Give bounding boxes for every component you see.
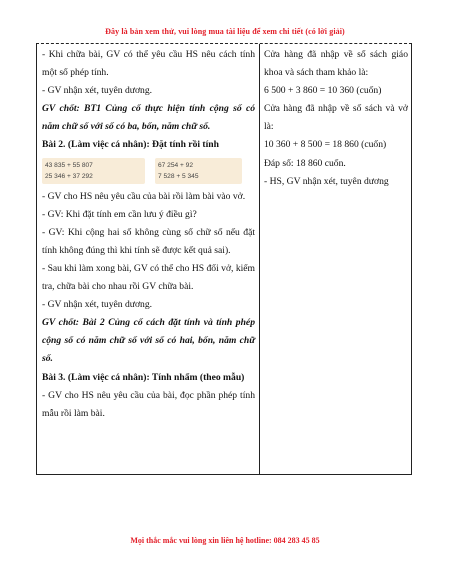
left-paragraph: - GV cho HS nêu yêu cầu của bài rồi làm bài vào vở. bbox=[42, 190, 246, 202]
left-paragraph: - Khi chữa bài, GV có thể yêu cầu HS nêu cách tính một số phép tính. bbox=[42, 49, 255, 79]
left-paragraph: - GV: Khi đặt tính em cần lưu ý điều gì? bbox=[42, 208, 197, 220]
column-divider bbox=[259, 44, 260, 474]
calc-item: 25 346 + 37 292 bbox=[45, 172, 93, 180]
hotline-footer: Mọi thắc mắc vui lòng xin liên hệ hotline: 084 283 45 85 bbox=[130, 536, 320, 545]
calc-item: 7 528 + 5 345 bbox=[158, 172, 199, 180]
exercise-2-heading: Bài 2. (Làm việc cá nhân): Đặt tính rồi tính bbox=[42, 139, 219, 151]
calc-box-right bbox=[155, 158, 242, 184]
right-paragraph: Đáp số: 18 860 cuốn. bbox=[264, 157, 346, 169]
lesson-table bbox=[36, 43, 412, 475]
calc-item: 67 254 + 92 bbox=[158, 161, 194, 169]
preview-banner: Đây là bản xem thử, vui lòng mua tài liệu để xem chi tiết (có lời giải) bbox=[105, 27, 345, 36]
left-paragraph: - Sau khi làm xong bài, GV có thể cho HS đổi vở, kiểm tra, chữa bài cho nhau rồi GV chữa bài. bbox=[42, 262, 256, 293]
left-paragraph: - GV: Khi cộng hai số không cùng số chữ số nếu đặt tính không đúng thì khi tính sẽ được kết quả sai). bbox=[42, 226, 255, 256]
student-activities-column bbox=[264, 46, 408, 191]
teacher-conclusion: GV chốt: Bài 2 Củng cố cách đặt tính và tính phép cộng số có năm chữ số với số có hai, bốn, năm chữ số. bbox=[42, 317, 255, 365]
left-paragraph: - GV nhận xét, tuyên dương. bbox=[42, 299, 153, 311]
right-paragraph: - HS, GV nhận xét, tuyên dương bbox=[264, 175, 389, 187]
exercise-2-calculations bbox=[42, 158, 255, 184]
teacher-conclusion: GV chốt: BT1 Củng cố thực hiện tính cộng số có năm chữ số với số có ba, bốn, năm chữ số. bbox=[42, 103, 255, 133]
right-paragraph: 6 500 + 3 860 = 10 360 (cuốn) bbox=[264, 85, 382, 97]
right-paragraph: 10 360 + 8 500 = 18 860 (cuốn) bbox=[264, 139, 387, 151]
left-paragraph: - GV nhận xét, tuyên dương. bbox=[42, 85, 153, 97]
right-paragraph: Cửa hàng đã nhập về số sách và vở là: bbox=[264, 103, 408, 133]
teacher-activities-column bbox=[42, 46, 255, 423]
right-paragraph: Cửa hàng đã nhập về số sách giáo khoa và sách tham khảo là: bbox=[264, 49, 408, 79]
calc-item: 43 835 + 55 807 bbox=[45, 161, 93, 169]
calc-box-left bbox=[42, 158, 145, 184]
left-paragraph: - GV cho HS nêu yêu cầu của bài, đọc phần phép tính mẫu rồi làm bài. bbox=[42, 389, 255, 419]
exercise-3-heading: Bài 3. (Làm việc cá nhân): Tính nhẩm (theo mẫu) bbox=[42, 371, 245, 383]
